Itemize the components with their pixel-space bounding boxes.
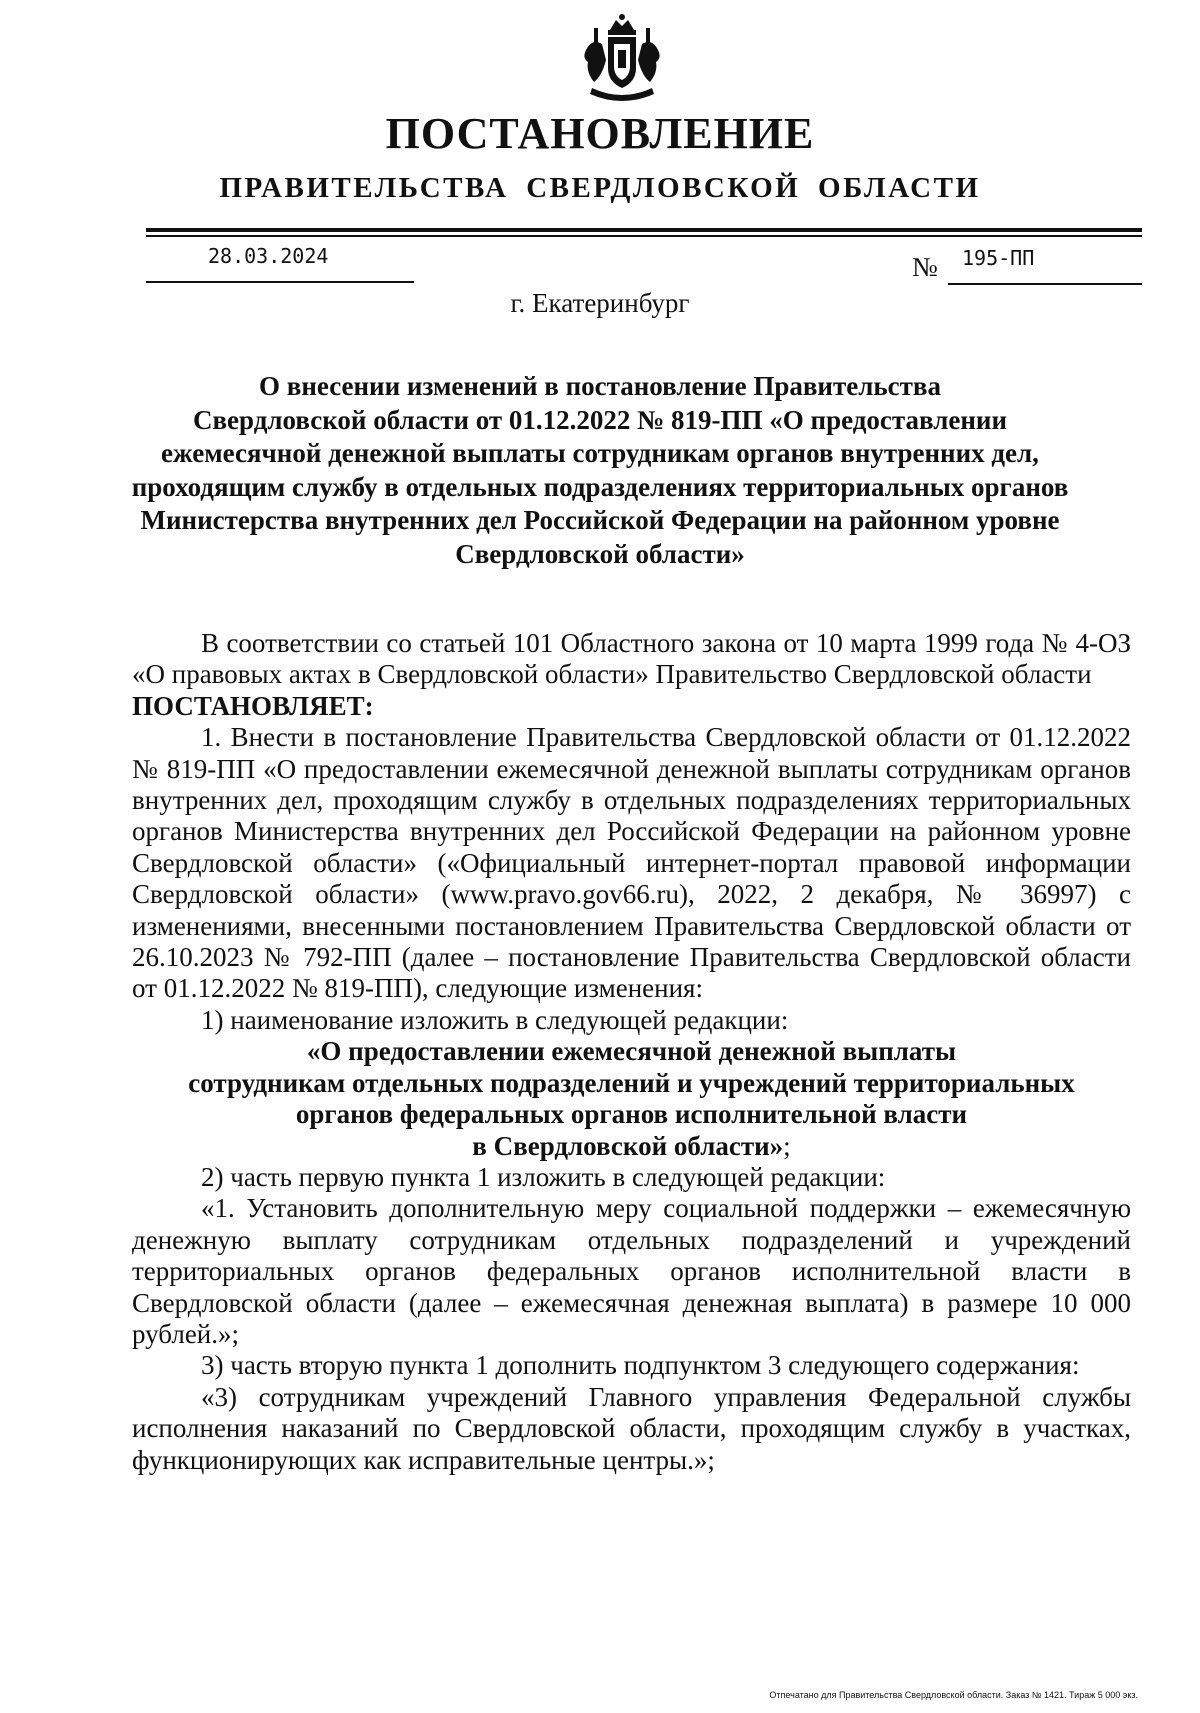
print-footer: Отпечатано для Правительства Свердловской области. Заказ № 1421. Тираж 5 000 экз. xyxy=(769,1690,1138,1700)
quote-end-punct: ; xyxy=(783,1130,791,1161)
coat-of-arms-emblem xyxy=(572,10,672,110)
quote-line-last xyxy=(132,1131,1131,1162)
new-name-quote xyxy=(132,1036,1131,1162)
resolves-heading: ПОСТАНОВЛЯЕТ: xyxy=(132,690,374,721)
subitem-1-paragraph: 1) наименование изложить в следующей редакции: xyxy=(201,1004,789,1035)
subitem-2-paragraph: 2) часть первую пункта 1 изложить в следующей редакции: xyxy=(201,1161,886,1192)
number-underline xyxy=(948,283,1142,285)
subitem-3-quote: «3) сотрудникам учреждений Главного управления Федеральной службы исполнения наказаний по Свердловской области, проходящим службу в участках, функционирующих как исправительные центры.»; xyxy=(132,1381,1131,1475)
quote-line: «О предоставлении ежемесячной денежной выплаты xyxy=(306,1036,957,1067)
document-body xyxy=(132,628,1131,1476)
number-sign: № xyxy=(912,252,938,282)
title-line: Свердловской области» xyxy=(455,538,745,569)
title-line: Свердловской области от 01.12.2022 № 819-ПП «О предоставлении xyxy=(192,404,1008,435)
date-underline xyxy=(146,281,414,283)
subitem-2-quote: «1. Установить дополнительную меру социальной поддержки – ежемесячную денежную выплату сотрудникам отдельных подразделений и учреждений территориальных органов федеральных органов исполнительной власти в Свердловской области (далее – ежемесячная денежная выплата) в размере 10 000 рублей.»; xyxy=(132,1193,1131,1349)
document-date: 28.03.2024 xyxy=(208,244,329,268)
header-divider-thick xyxy=(146,228,1142,232)
title-line: Министерства внутренних дел Российской Федерации на районном уровне xyxy=(140,505,1060,535)
quote-line: органов федеральных органов исполнительной власти xyxy=(295,1099,968,1130)
preamble-paragraph: В соответствии со статьей 101 Областного закона от 10 марта 1999 года № 4-ОЗ «О правовых актах в Свердловской области» Правительство Свердловской области xyxy=(132,628,1131,690)
title-line: ежемесячной денежной выплаты сотрудникам органов внутренних дел, xyxy=(161,438,1039,468)
item-1-paragraph: 1. Внести в постановление Правительства Свердловской области от 01.12.2022 № 819-ПП «О предоставлении ежемесячной денежной выплаты сотрудникам органов внутренних дел, проходящим службу в отдельных подразделениях территориальных органов Министерства внутренних дел Российской Федерации на районном уровне Свердловской области» («Официальный интернет-портал правовой информации Свердловской области» (www.pravo.gov66.ru), 2022, 2 декабря, № 36997) с изменениями, внесенными постановлением Правительства Свердловской области от 26.10.2023 № 792-ПП (далее – постановление Правительства Свердловской области от 01.12.2022 № 819-ПП), следующие изменения: xyxy=(132,722,1131,1004)
city-of-issue: г. Екатеринбург xyxy=(510,288,690,318)
issuer-heading: ПРАВИТЕЛЬСТВА СВЕРДЛОВСКОЙ ОБЛАСТИ xyxy=(219,172,981,204)
quote-line: сотрудникам отдельных подразделений и учреждений территориальных xyxy=(188,1067,1075,1098)
document-type-heading: ПОСТАНОВЛЕНИЕ xyxy=(385,109,815,158)
document-number: 195-ПП xyxy=(962,246,1035,270)
subitem-3-paragraph: 3) часть вторую пункта 1 дополнить подпунктом 3 следующего содержания: xyxy=(201,1350,1080,1381)
document-title xyxy=(120,370,1080,571)
title-line: проходящим службу в отдельных подразделениях территориальных органов xyxy=(131,471,1069,502)
header-divider-thin xyxy=(146,235,1142,237)
quote-line: в Свердловской области» xyxy=(472,1130,784,1161)
title-line: О внесении изменений в постановление Правительства xyxy=(259,371,941,401)
